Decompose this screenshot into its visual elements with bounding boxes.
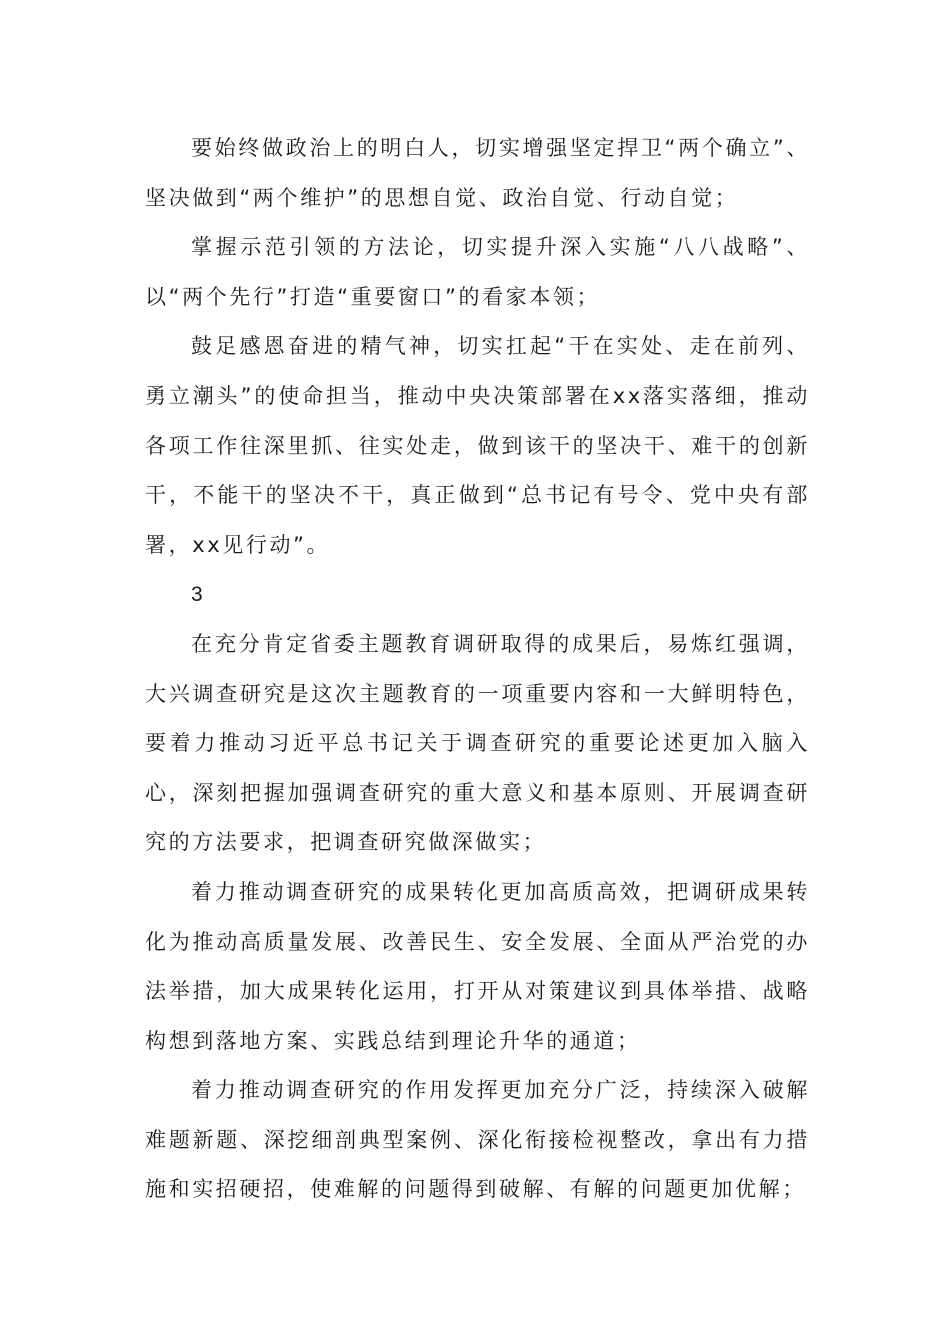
paragraph-spirit: 鼓足感恩奋进的精气神，切实扛起“干在实处、走在前列、勇立潮头”的使命担当，推动中央决策部署在xx落实落细，推动各项工作往深里抓、往实处走，做到该干的坚决干、难干的创新干，不能干的坚决不干，真正做到“总书记有号令、党中央有部署，xx见行动”。 (145, 334, 810, 557)
paragraph-political-awareness: 要始终做政治上的明白人，切实增强坚定捍卫“两个确立”、坚决做到“两个维护”的思想自觉、政治自觉、行动自觉； (145, 136, 810, 210)
paragraph-research-emphasis: 在充分肯定省委主题教育调研取得的成果后，易炼红强调，大兴调查研究是这次主题教育的一项重要内容和一大鲜明特色，要着力推动习近平总书记关于调查研究的重要论述更加入脑入心，深刻把握加强调查研究的重大意义和基本原则、开展调查研究的方法要求，把调查研究做深做实； (145, 631, 810, 855)
paragraph-research-results: 着力推动调查研究的成果转化更加高质高效，把调研成果转化为推动高质量发展、改善民生、安全发展、全面从严治党的办法举措，加大成果转化运用，打开从对策建议到具体举措、战略构想到落地方案、实践总结到理论升华的通道； (145, 879, 810, 1053)
paragraph-methodology: 掌握示范引领的方法论，切实提升深入实施“八八战略”、以“两个先行”打造“重要窗口”的看家本领； (145, 235, 810, 309)
section-number: 3 (191, 583, 206, 607)
paragraph-research-role: 着力推动调查研究的作用发挥更加充分广泛，持续深入破解难题新题、深挖细剖典型案例、深化衔接检视整改，拿出有力措施和实招硬招，使难解的问题得到破解、有解的问题更加优解； (145, 1078, 810, 1202)
document-body (145, 124, 810, 1215)
